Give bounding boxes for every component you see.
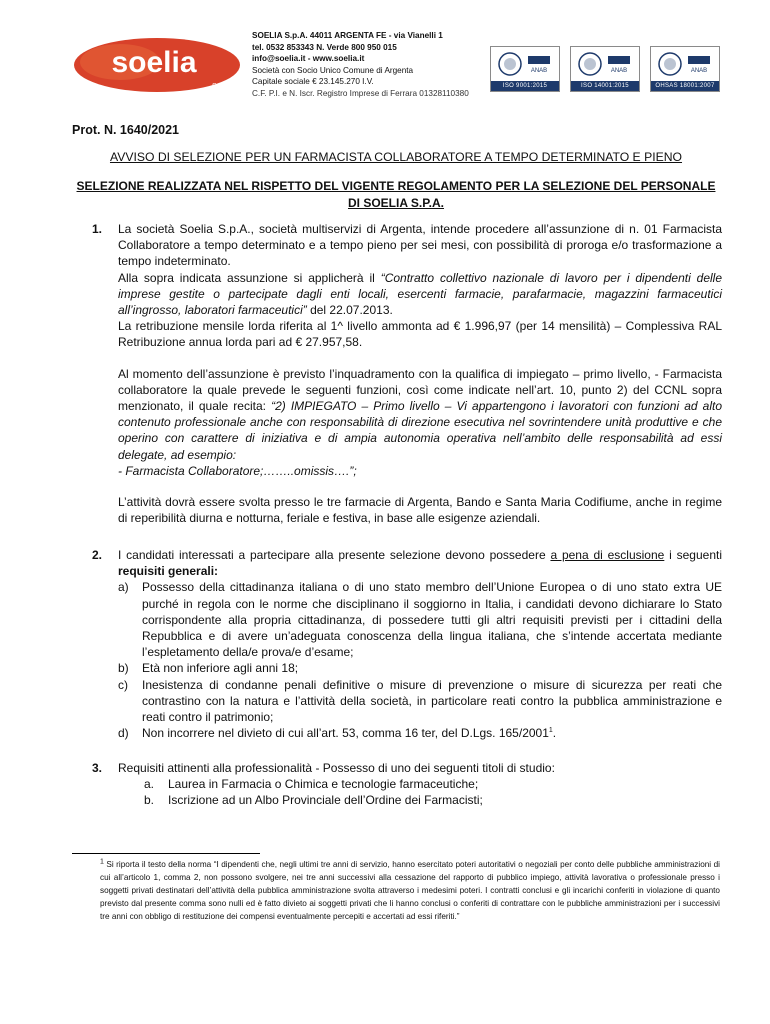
paragraph: - Farmacista Collaboratore;……..omissis….”; <box>118 463 357 478</box>
protocol-number: Prot. N. 1640/2021 <box>72 123 180 137</box>
paragraph: Alla sopra indicata assunzione si applicherà il “Contratto collettivo nazionale di lavoro per i dipendenti delle imprese gestite o partecipate dagli enti locali, esercenti farmacie, parafarmacie, magazzini farmaceutici all’ingrosso, laboratori farmaceutici” del 22.07.2013. <box>118 270 723 318</box>
company-line: tel. 0532 853343 N. Verde 800 950 015 <box>252 42 397 52</box>
paragraph: L’attività dovrà essere svolta presso le tre farmacie di Argenta, Bando e Santa Maria Codifiume, anche in regime di reperibilità diurna e notturna, feriale e festiva, in base alle esigenze aziendali. <box>118 495 722 526</box>
soelia-logo <box>72 36 242 94</box>
section-2 <box>92 547 722 741</box>
section-number: 1. <box>92 222 103 236</box>
list-item: b) Età non inferiore agli anni 18; <box>118 661 299 676</box>
company-line: SOELIA S.p.A. 44011 ARGENTA FE - via Vianelli 1 <box>252 31 443 40</box>
paragraph: La società Soelia S.p.A., società multiservizi di Argenta, intende procedere all’assunzione di n. 01 Farmacista Collaboratore a tempo determinato e a tempo pieno per sei mesi, con possibilità di proroga e/o trasformazione a tempo indeterminato. <box>118 222 722 269</box>
document-subtitle: SELEZIONE REALIZZATA NEL RISPETTO DEL VIGENTE REGOLAMENTO PER LA SELEZIONE DEL PERSONALE DI SOELIA S.P.A. <box>76 179 716 210</box>
list-item: d) Non incorrere nel divieto di cui all’art. 53, comma 16 ter, del D.Lgs. 165/2001$^1$. <box>118 726 557 741</box>
cert-code: ISO 9001:2015 <box>491 81 559 91</box>
footnote-separator <box>72 853 260 854</box>
footnote: $^1$ Si riporta il testo della norma “I dipendenti che, negli ultimi tre anni di servizio, hanno esercitato poteri autoritativi o negoziali per conto delle pubbliche amministrazioni di cui all’articolo 1, comma 2, non possono svolgere, nei tre anni successivi alla cessazione del rapporto di pubblico impiego, attività lavorativa o professionale presso i soggetti privati destinatari dell’attività della pubblica amministrazione svolta attraverso i medesimi poteri. I contratti conclusi e gli incarichi conferiti in violazione di quanto previsto dal presente comma sono nulli ed è fatto divieto ai soggetti privati che li hanno conclusi o conferiti di contrattare con le pubbliche amministrazioni per i successivi tre anni con obbligo di restituzione dei compensi eventualmente percepiti e accertati ad essi riferiti.” <box>100 858 720 921</box>
paragraph: La retribuzione mensile lorda riferita al 1^ livello ammonta ad € 1.996,97 (per 14 mensilità) – Complessiva RAL Retribuzione annua lorda pari ad € 27.957,58. <box>118 319 722 350</box>
cert-badge <box>570 46 640 92</box>
svg-text:ANAB: ANAB <box>690 68 708 74</box>
cert-badge <box>490 46 560 92</box>
cert-code: OHSAS 18001:2007 <box>651 81 719 91</box>
footnote-ref: 1 <box>548 727 553 735</box>
cert-seal-icon <box>654 50 716 78</box>
cert-badge <box>650 46 720 92</box>
section-number: 2. <box>92 548 103 562</box>
company-line: info@soelia.it - www.soelia.it <box>252 54 365 64</box>
svg-text:ANAB: ANAB <box>530 68 548 74</box>
paragraph: Al momento dell’assunzione è previsto l’inquadramento con la qualifica di impiegato – primo livello, - Farmacista collaboratore la quale prevede le seguenti funzioni, così come indicate nell’art. 10, punto 2) del CCNL sopra menzionato, il quale recita: “2) IMPIEGATO – Primo livello – Vi appartengono i lavoratori con funzioni ad alto contenuto professionale anche con responsabilità di direzione esecutiva nel sovrintendere unità produttive e che operino con carattere di iniziativa e di ampia autonomia operativa nell’ambito delle responsabilità ad essi delegate, ad esempio: <box>118 366 722 462</box>
section-3 <box>92 760 722 809</box>
svg-text:ANAB: ANAB <box>610 68 628 74</box>
cert-code: ISO 14001:2015 <box>571 81 639 91</box>
logo-text: soelia <box>111 46 197 79</box>
footnote-mark: 1 <box>100 858 104 866</box>
list-item: b. Iscrizione ad un Albo Provinciale dell’Ordine dei Farmacisti; <box>144 793 483 808</box>
document-title: AVVISO DI SELEZIONE PER UN FARMACISTA COLLABORATORE A TEMPO DETERMINATO E PIENO <box>109 150 683 164</box>
company-info <box>252 30 469 100</box>
certifications <box>490 46 720 92</box>
section-number: 3. <box>92 761 103 775</box>
company-line: Società con Socio Unico Comune di Argenta <box>252 65 414 75</box>
paragraph: Requisiti attinenti alla professionalità - Possesso di uno dei seguenti titoli di studio: <box>118 761 555 775</box>
paragraph: I candidati interessati a partecipare alla presente selezione devono possedere a pena di esclusione i seguenti requisiti generali: <box>118 548 722 579</box>
letterhead <box>0 0 770 110</box>
list-item: a) Possesso della cittadinanza italiana o di uno stato membro dell’Unione Europea o di uno stato extra UE purché in regola con le norme che disciplinano il soggiorno in Italia, i candidati devono dichiarare lo Stato corrispondente alla propria cittadinanza, di possedere tutti gli altri requisiti previsti per i cittadini della Repubblica e di avere un’adeguata conoscenza della lingua italiana, che s’intende accertata mediante l’espletamento della/e prova/e d’esame; <box>118 580 722 660</box>
logo-sub: S.p.A. <box>212 83 232 90</box>
company-line: C.F. P.I. e N. Iscr. Registro Imprese di Ferrara 01328110380 <box>252 88 469 98</box>
list-item: a. Laurea in Farmacia o Chimica e tecnologie farmaceutiche; <box>144 777 479 792</box>
company-line: Capitale sociale € 23.145.270 I.V. <box>252 77 374 87</box>
section-1 <box>92 221 722 526</box>
cert-seal-icon <box>494 50 556 78</box>
cert-seal-icon <box>574 50 636 78</box>
list-item: c) Inesistenza di condanne penali definitive o misure di prevenzione o misure di sicurezza per reati che contrastino con la natura e l’attività della società, in particolare reati contro la pubblica amministrazione e reati contro il patrimonio; <box>118 677 722 725</box>
